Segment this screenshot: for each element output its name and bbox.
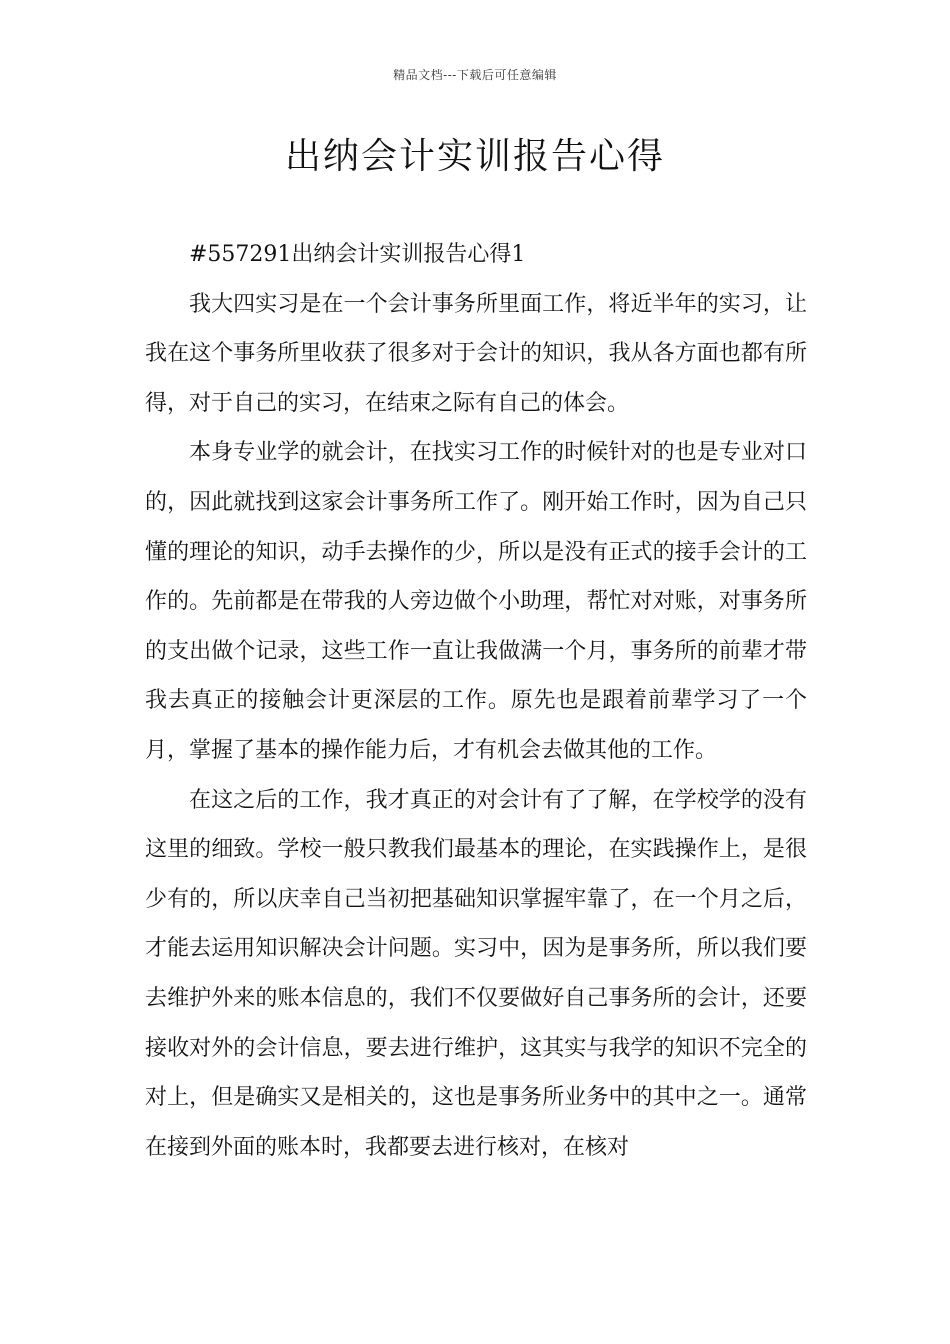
paragraph-3: 在这之后的工作，我才真正的对会计有了了解，在学校学的没有这里的细致。学校一般只教我们最基本的理论，在实践操作上，是很少有的，所以庆幸自己当初把基础知识掌握牢靠了，在一个月之后，才能去运用知识解决会计问题。实习中，因为是事务所，所以我们要去维护外来的账本信息的，我们不仅要做好自己事务所的会计，还要接收对外的会计信息，要去进行维护，这其实与我学的知识不完全的对上，但是确实又是相关的，这也是事务所业务中的其中之一。通常在接到外面的账本时，我都要去进行核对，在核对 <box>145 787 807 1160</box>
header-note: 精品文档---下载后可任意编辑 <box>393 68 557 82</box>
paragraph-1: 我大四实习是在一个会计事务所里面工作，将近半年的实习，让我在这个事务所里收获了很多对于会计的知识，我从各方面也都有所得，对于自己的实习，在结束之际有自己的体会。 <box>145 291 807 416</box>
paragraph-2: 本身专业学的就会计，在找实习工作的时候针对的也是专业对口的，因此就找到这家会计事务所工作了。刚开始工作时，因为自己只懂的理论的知识，动手去操作的少，所以是没有正式的接手会计的工作的。先前都是在带我的人旁边做个小助理，帮忙对对账，对事务所的支出做个记录，这些工作一直让我做满一个月，事务所的前辈才带我去真正的接触会计更深层的工作。原先也是跟着前辈学习了一个月，掌握了基本的操作能力后，才有机会去做其他的工作。 <box>145 440 807 763</box>
document-body <box>145 230 807 1172</box>
section-heading: #557291出纳会计实训报告心得1 <box>189 242 526 267</box>
document-title: 出纳会计实训报告心得 <box>284 136 665 177</box>
